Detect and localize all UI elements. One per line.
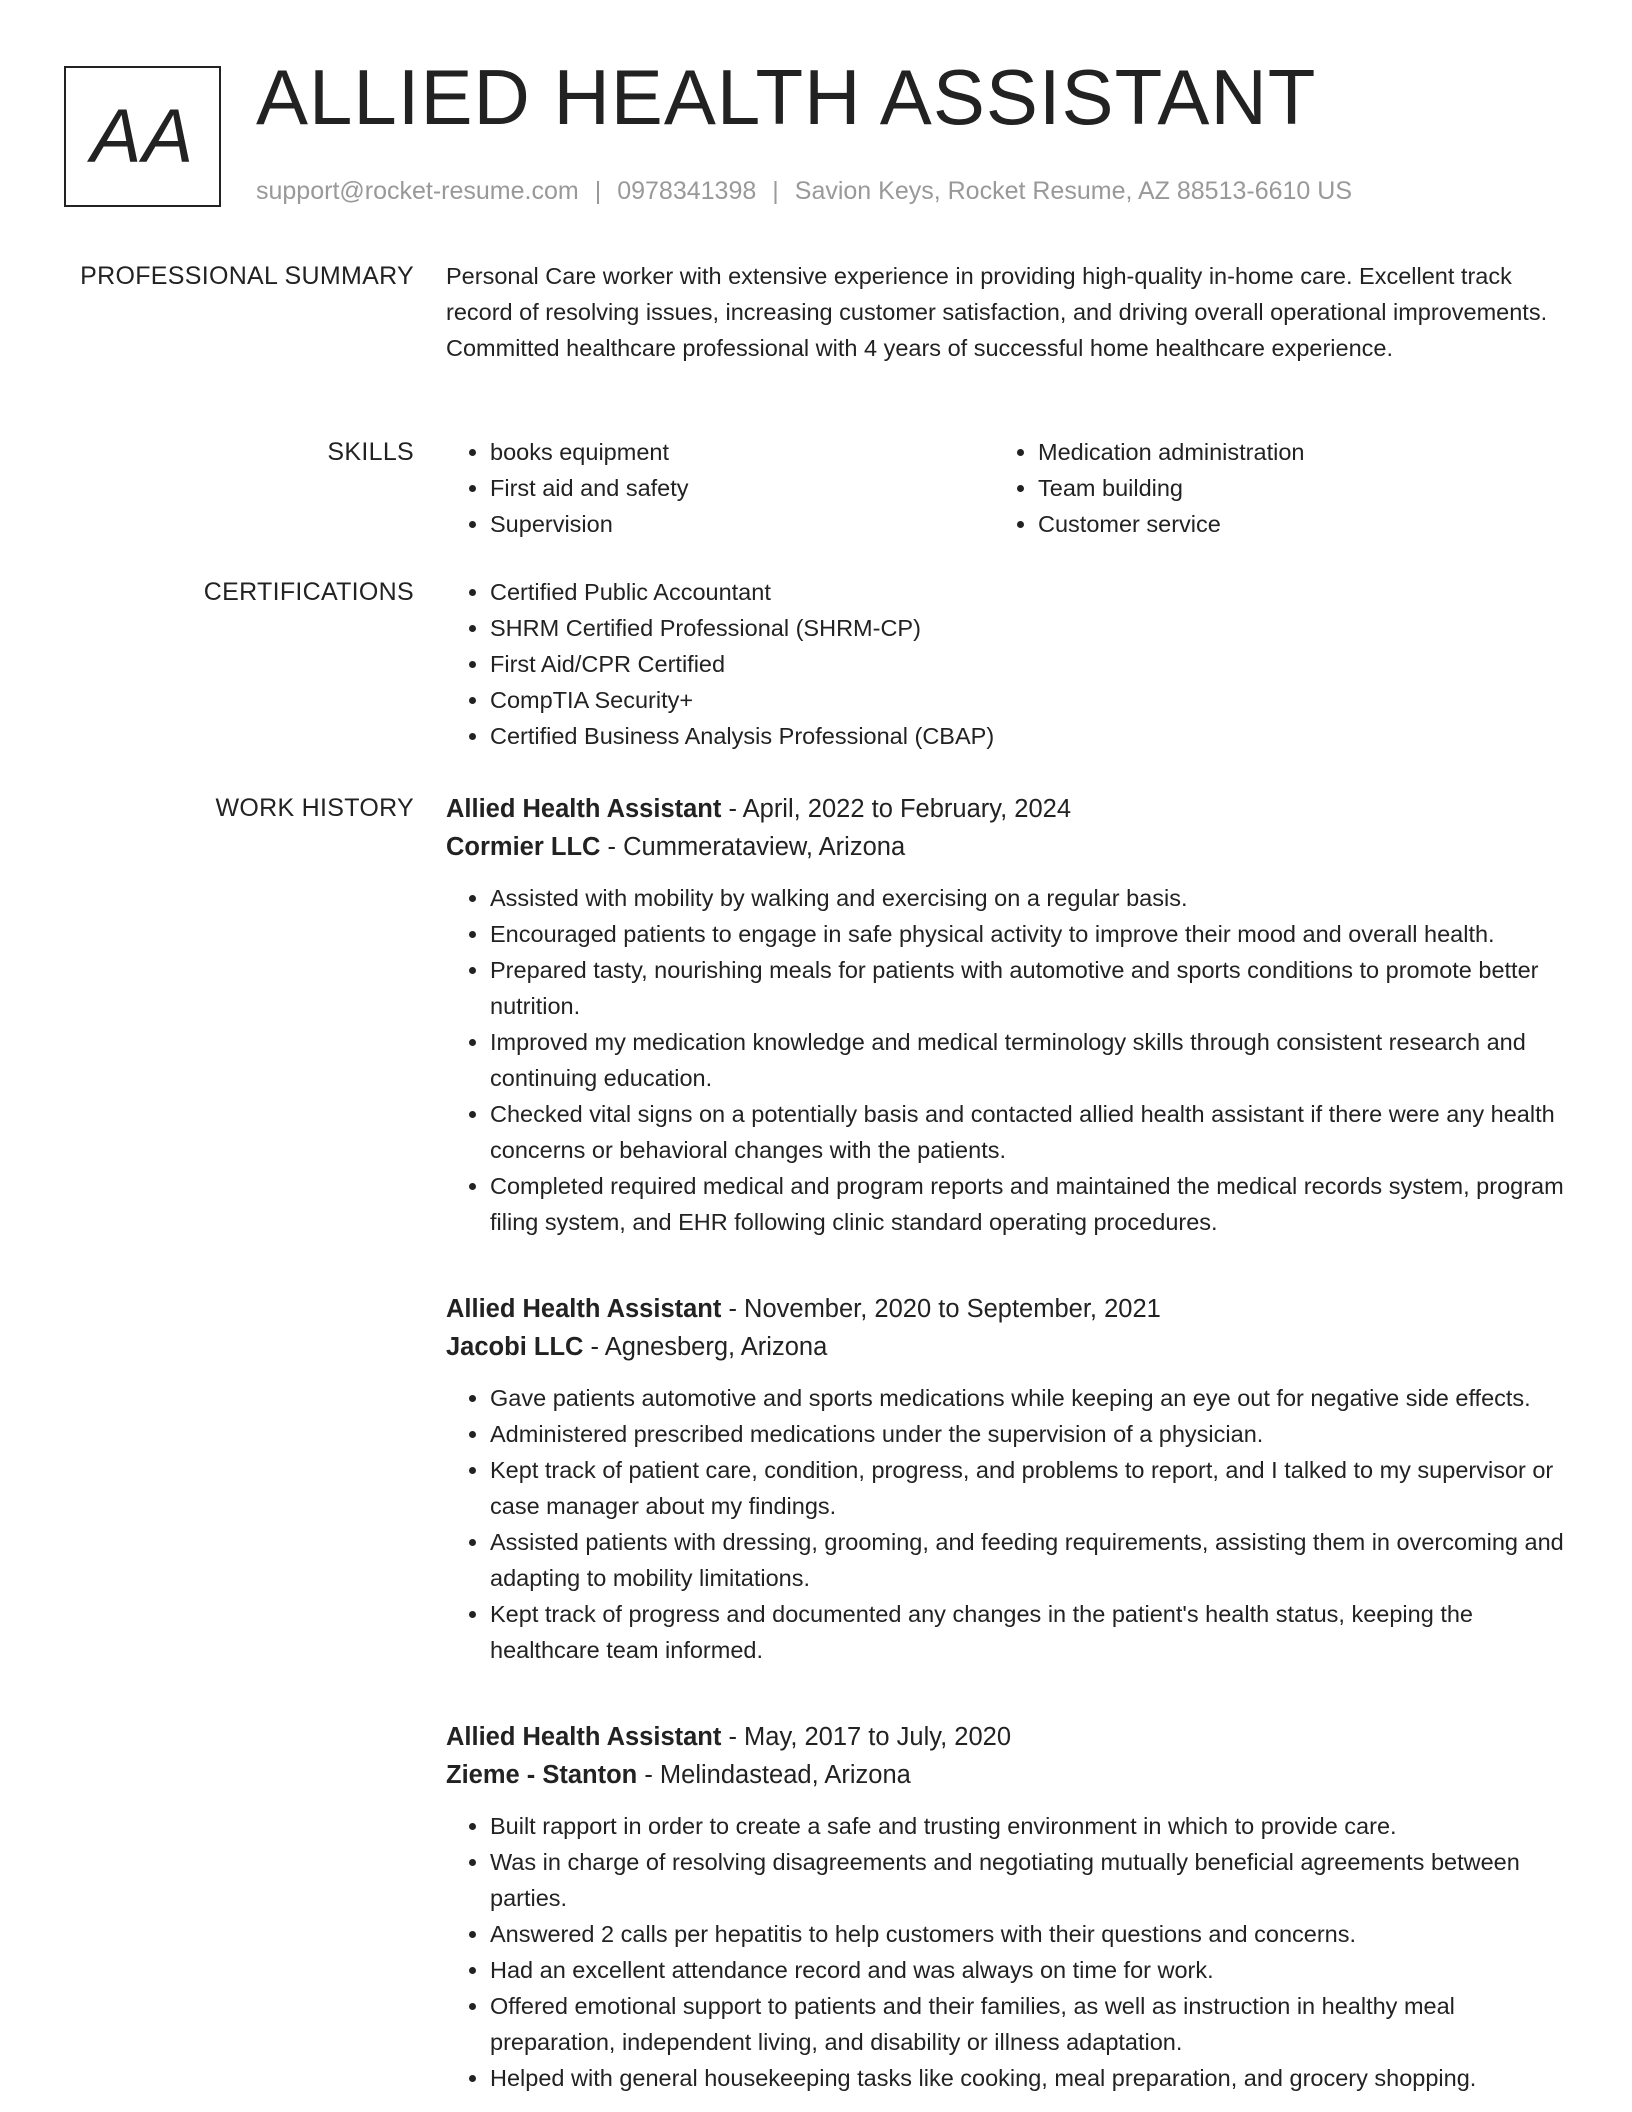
skill-item: • books equipment — [490, 434, 994, 470]
skill-item: • Team building — [1038, 470, 1542, 506]
skill-item: • Supervision — [490, 506, 994, 542]
job-entry — [446, 1290, 1568, 1668]
job-bullet: • Helped with general housekeeping tasks like cooking, meal preparation, and grocery shopping. — [490, 2060, 1568, 2096]
summary-text: Personal Care worker with extensive experience in providing high-quality in-home care. Excellent track record of resolving issues, increasing customer satisfaction, and driving overall operational improvements. Committed healthcare professional with 4 years of successful home healthcare experience. — [446, 263, 1548, 361]
job-bullet: • Offered emotional support to patients and their families, as well as instruction in healthy meal preparation, independent living, and disability or illness adaptation. — [490, 1988, 1568, 2060]
job-company: Zieme - Stanton — [446, 1761, 638, 1789]
skills-grid — [446, 434, 1568, 542]
job-bullet: • Administered prescribed medications under the supervision of a physician. — [490, 1416, 1568, 1452]
contact-email: support@rocket-resume.com — [256, 177, 579, 205]
job-bullet: • Was in charge of resolving disagreements and negotiating mutually beneficial agreements between parties. — [490, 1844, 1568, 1916]
skills-column-2 — [994, 434, 1542, 542]
job-bullet: • Kept track of progress and documented any changes in the patient's health status, keeping the healthcare team informed. — [490, 1596, 1568, 1668]
job-dates: - May, 2017 to July, 2020 — [721, 1723, 1012, 1751]
job-bullet: • Built rapport in order to create a safe and trusting environment in which to provide care. — [490, 1808, 1568, 1844]
contact-line — [256, 176, 1352, 206]
job-role: Allied Health Assistant — [446, 1723, 722, 1751]
contact-separator: | — [772, 177, 779, 205]
contact-phone: 0978341398 — [617, 177, 757, 205]
job-bullets — [446, 1380, 1568, 1668]
job-entry — [446, 1718, 1568, 2096]
summary-body — [446, 258, 1568, 366]
certification-item: • First Aid/CPR Certified — [490, 646, 1568, 682]
contact-separator: | — [594, 177, 602, 205]
job-bullets — [446, 880, 1568, 1240]
job-bullet: • Gave patients automotive and sports medications while keeping an eye out for negative side effects. — [490, 1380, 1568, 1416]
summary-heading: PROFESSIONAL SUMMARY — [80, 262, 414, 290]
job-location: - Melindastead, Arizona — [637, 1761, 911, 1789]
monogram-box: AA — [64, 66, 221, 207]
certification-item: • Certified Business Analysis Professional (CBAP) — [490, 718, 1568, 754]
certification-item: • Certified Public Accountant — [490, 574, 1568, 610]
certification-item: • SHRM Certified Professional (SHRM-CP) — [490, 610, 1568, 646]
job-bullet: • Prepared tasty, nourishing meals for patients with automotive and sports conditions to promote better nutrition. — [490, 952, 1568, 1024]
certification-item: • CompTIA Security+ — [490, 682, 1568, 718]
job-bullet: • Assisted with mobility by walking and exercising on a regular basis. — [490, 880, 1568, 916]
job-dates: - April, 2022 to February, 2024 — [721, 795, 1072, 823]
job-role: Allied Health Assistant — [446, 795, 722, 823]
skill-item: • Customer service — [1038, 506, 1542, 542]
work-history-heading: WORK HISTORY — [215, 794, 414, 822]
job-company: Jacobi LLC — [446, 1333, 584, 1361]
skill-item: • Medication administration — [1038, 434, 1542, 470]
job-location: - Cummerataview, Arizona — [600, 833, 906, 861]
job-role-line — [446, 1718, 1568, 1756]
skills-heading: SKILLS — [327, 438, 414, 466]
certifications-body — [446, 574, 1568, 754]
job-bullet: • Kept track of patient care, condition, progress, and problems to report, and I talked to my supervisor or case manager about my findings. — [490, 1452, 1568, 1524]
job-company-line — [446, 1756, 1568, 1794]
job-role-line — [446, 1290, 1568, 1328]
job-bullet: • Checked vital signs on a potentially basis and contacted allied health assistant if there were any health concerns or behavioral changes with the patients. — [490, 1096, 1568, 1168]
job-location: - Agnesberg, Arizona — [583, 1333, 828, 1361]
job-role: Allied Health Assistant — [446, 1295, 722, 1323]
job-bullet: • Improved my medication knowledge and medical terminology skills through consistent research and continuing education. — [490, 1024, 1568, 1096]
skills-column-1 — [446, 434, 994, 542]
certifications-list — [446, 574, 1568, 754]
job-bullets — [446, 1808, 1568, 2096]
work-history-body — [446, 790, 1568, 2096]
job-entry — [446, 790, 1568, 1240]
job-bullet: • Had an excellent attendance record and was always on time for work. — [490, 1952, 1568, 1988]
job-company: Cormier LLC — [446, 833, 601, 861]
candidate-title: ALLIED HEALTH ASSISTANT — [256, 53, 1317, 141]
job-bullet: • Encouraged patients to engage in safe physical activity to improve their mood and overall health. — [490, 916, 1568, 952]
job-company-line — [446, 828, 1568, 866]
job-dates: - November, 2020 to September, 2021 — [721, 1295, 1161, 1323]
skill-item: • First aid and safety — [490, 470, 994, 506]
job-bullet: • Assisted patients with dressing, grooming, and feeding requirements, assisting them in overcoming and adapting to mobility limitations. — [490, 1524, 1568, 1596]
contact-address: Savion Keys, Rocket Resume, AZ 88513-6610 US — [794, 177, 1353, 205]
job-role-line — [446, 790, 1568, 828]
job-company-line — [446, 1328, 1568, 1366]
skills-body — [446, 434, 1568, 542]
job-bullet: • Answered 2 calls per hepatitis to help customers with their questions and concerns. — [490, 1916, 1568, 1952]
certifications-heading: CERTIFICATIONS — [203, 578, 414, 606]
job-bullet: • Completed required medical and program reports and maintained the medical records system, program filing system, and EHR following clinic standard operating procedures. — [490, 1168, 1568, 1240]
